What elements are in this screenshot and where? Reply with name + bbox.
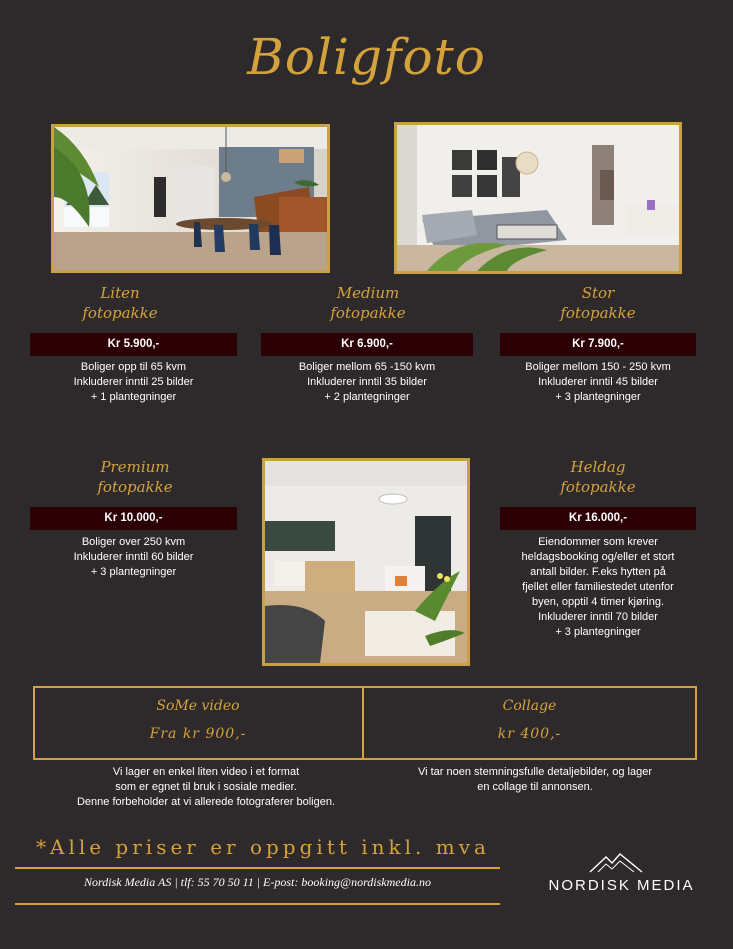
open-kitchen-image <box>265 461 467 663</box>
package-heldag-desc-line: byen, opptil 4 timer kjøring. <box>531 596 665 608</box>
package-premium-desc-line: Boliger over 250 kvm <box>81 536 186 548</box>
package-heldag-desc-line: heldagsbooking og/eller et stort <box>521 551 675 563</box>
addon-some-video-desc-line: som er egnet til bruk i sosiale medier. <box>115 781 297 793</box>
photo-open-kitchen <box>262 458 470 666</box>
package-liten-desc-line: Inkluderer inntil 25 bilder <box>73 376 194 388</box>
package-medium-desc-line: Inkluderer inntil 35 bilder <box>307 376 427 388</box>
addon-some-video-price: Fra kr 900,- <box>149 726 247 742</box>
package-stor-title-line1: Stor <box>581 284 615 302</box>
footer-rule-top <box>15 867 500 869</box>
package-liten-price: Kr 5.900,- <box>30 333 237 356</box>
package-heldag-title-line1: Heldag <box>570 458 626 476</box>
package-liten-desc-line: Boliger opp til 65 kvm <box>80 361 187 373</box>
footer-rule-bottom <box>15 903 500 905</box>
package-medium-title-line2: fotopakke <box>330 304 406 322</box>
kitchen-dining-image <box>54 127 327 270</box>
vat-note: *Alle priser er oppgitt inkl. mva <box>36 835 490 859</box>
addon-collage-name: Collage <box>502 698 557 714</box>
logo-wordmark: NORDISK MEDIA <box>548 877 695 894</box>
package-heldag-desc-line: Inkluderer inntil 70 bilder <box>538 611 658 623</box>
package-stor-desc-line: Inkluderer inntil 45 bilder <box>538 376 658 388</box>
package-stor-title <box>538 283 658 323</box>
package-premium-title <box>75 457 195 497</box>
package-stor-price: Kr 7.900,- <box>500 333 696 356</box>
package-medium-title-line1: Medium <box>336 284 400 302</box>
package-premium-desc-line: Inkluderer inntil 60 bilder <box>73 551 194 563</box>
package-heldag-desc-line: + 3 plantegninger <box>555 626 641 638</box>
package-liten-title-line2: fotopakke <box>82 304 158 322</box>
package-medium-desc-line: Boliger mellom 65 -150 kvm <box>298 361 436 373</box>
addon-collage-description <box>380 765 690 795</box>
addon-collage-desc-line: en collage til annonsen. <box>477 781 593 793</box>
package-stor-title-line2: fotopakke <box>560 304 636 322</box>
package-premium-description <box>30 535 237 580</box>
photo-kitchen-dining <box>51 124 330 273</box>
addon-some-video-desc-line: Vi lager en enkel liten video i et format <box>112 766 300 778</box>
package-medium-price: Kr 6.900,- <box>261 333 473 356</box>
living-room-image <box>397 125 679 271</box>
addon-some-video-name: SoMe video <box>156 698 240 714</box>
package-stor-desc-line: Boliger mellom 150 - 250 kvm <box>525 361 671 373</box>
package-premium-title-line1: Premium <box>100 458 170 476</box>
package-stor-desc-line: + 3 plantegninger <box>555 391 641 403</box>
package-heldag-desc-line: Eiendommer som krever <box>538 536 658 548</box>
addon-some-video-description <box>30 765 382 810</box>
package-medium-desc-line: + 2 plantegninger <box>324 391 410 403</box>
package-heldag-title <box>538 457 658 497</box>
package-heldag-title-line2: fotopakke <box>560 478 636 496</box>
package-liten-title-line1: Liten <box>100 284 140 302</box>
package-heldag-description <box>500 535 696 640</box>
package-premium-desc-line: + 3 plantegninger <box>90 566 177 578</box>
package-liten-description <box>30 360 237 405</box>
package-medium-title <box>308 283 428 323</box>
package-heldag-price: Kr 16.000,- <box>500 507 696 530</box>
page-title: Boligfoto <box>247 28 486 86</box>
mountain-logo-icon <box>588 852 644 874</box>
photo-living-room <box>394 122 682 274</box>
package-premium-price: Kr 10.000,- <box>30 507 237 530</box>
addon-collage-price: kr 400,- <box>497 726 562 742</box>
package-liten-desc-line: + 1 plantegninger <box>90 391 177 403</box>
package-heldag-desc-line: antall bilder. F.eks hytten på <box>530 566 666 578</box>
package-stor-description <box>500 360 696 405</box>
package-medium-description <box>261 360 473 405</box>
addon-some-video-desc-line: Denne forbeholder at vi allerede fotograferer boligen. <box>76 796 336 808</box>
package-liten-title <box>60 283 180 323</box>
package-premium-title-line2: fotopakke <box>97 478 173 496</box>
contact-line: Nordisk Media AS | tlf: 55 70 50 11 | E-post: booking@nordiskmedia.no <box>84 875 431 889</box>
addon-collage-desc-line: Vi tar noen stemningsfulle detaljebilder, og lager <box>417 766 652 778</box>
package-heldag-desc-line: fjellet eller familiestedet utenfor <box>522 581 674 593</box>
